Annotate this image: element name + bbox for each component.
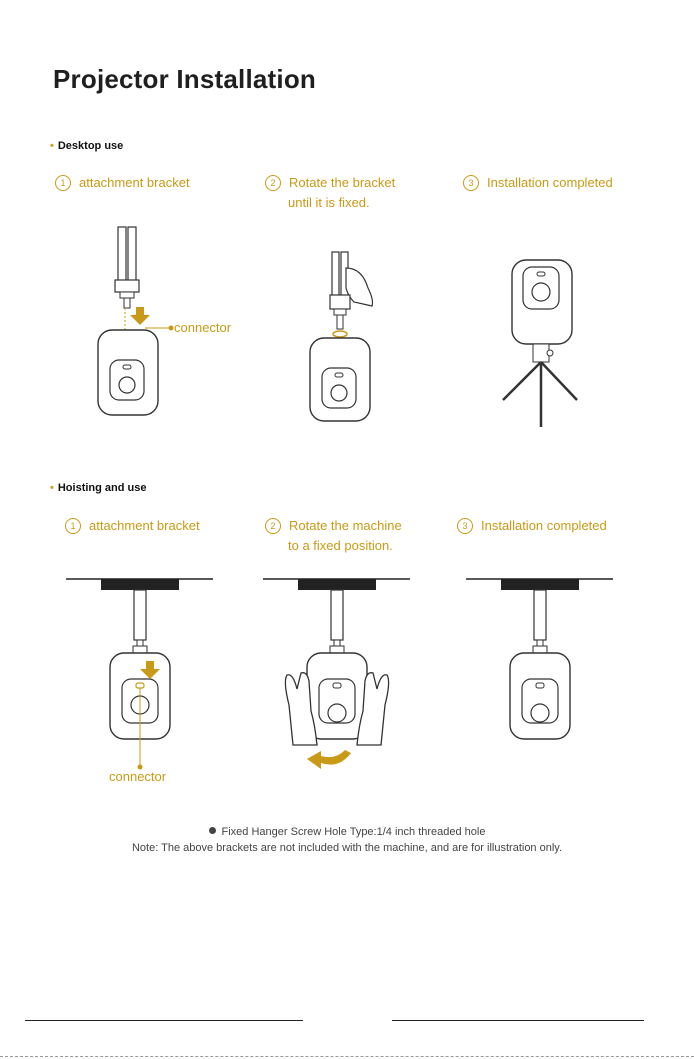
screw-hole-note: Fixed Hanger Screw Hole Type:1/4 inch threaded hole	[0, 826, 694, 838]
section-heading-desktop: • Desktop use	[50, 140, 124, 152]
section-heading-hoisting: • Hoisting and use	[50, 482, 147, 494]
hoisting-step-1: 1 attachment bracket	[65, 516, 200, 536]
desktop-step-3: 3 Installation completed	[463, 173, 613, 193]
desktop-rotate-illustration	[300, 250, 390, 425]
desktop-connector-label: connector	[174, 320, 232, 335]
hoisting-complete-illustration	[466, 575, 616, 745]
hoisting-attach-illustration	[66, 575, 216, 775]
desktop-step-1: 1 attachment bracket	[55, 173, 190, 193]
hoisting-step-3: 3 Installation completed	[457, 516, 607, 536]
desktop-complete-illustration	[495, 255, 585, 430]
hoisting-step-2: 2 Rotate the machine to a fixed position.	[265, 516, 402, 556]
page-title: Projector Installation	[53, 64, 317, 94]
disclaimer-note: Note: The above brackets are not included with the machine, and are for illustration only.	[131, 842, 563, 854]
hoisting-connector-label: connector	[109, 769, 167, 784]
hoisting-rotate-illustration	[263, 575, 413, 775]
page-cut-line	[0, 1056, 694, 1057]
footer-rule-right	[392, 1020, 644, 1021]
footer-rule-left	[25, 1020, 303, 1021]
desktop-connector-pointer	[145, 320, 175, 336]
desktop-step-2: 2 Rotate the bracket until it is fixed.	[265, 173, 395, 213]
